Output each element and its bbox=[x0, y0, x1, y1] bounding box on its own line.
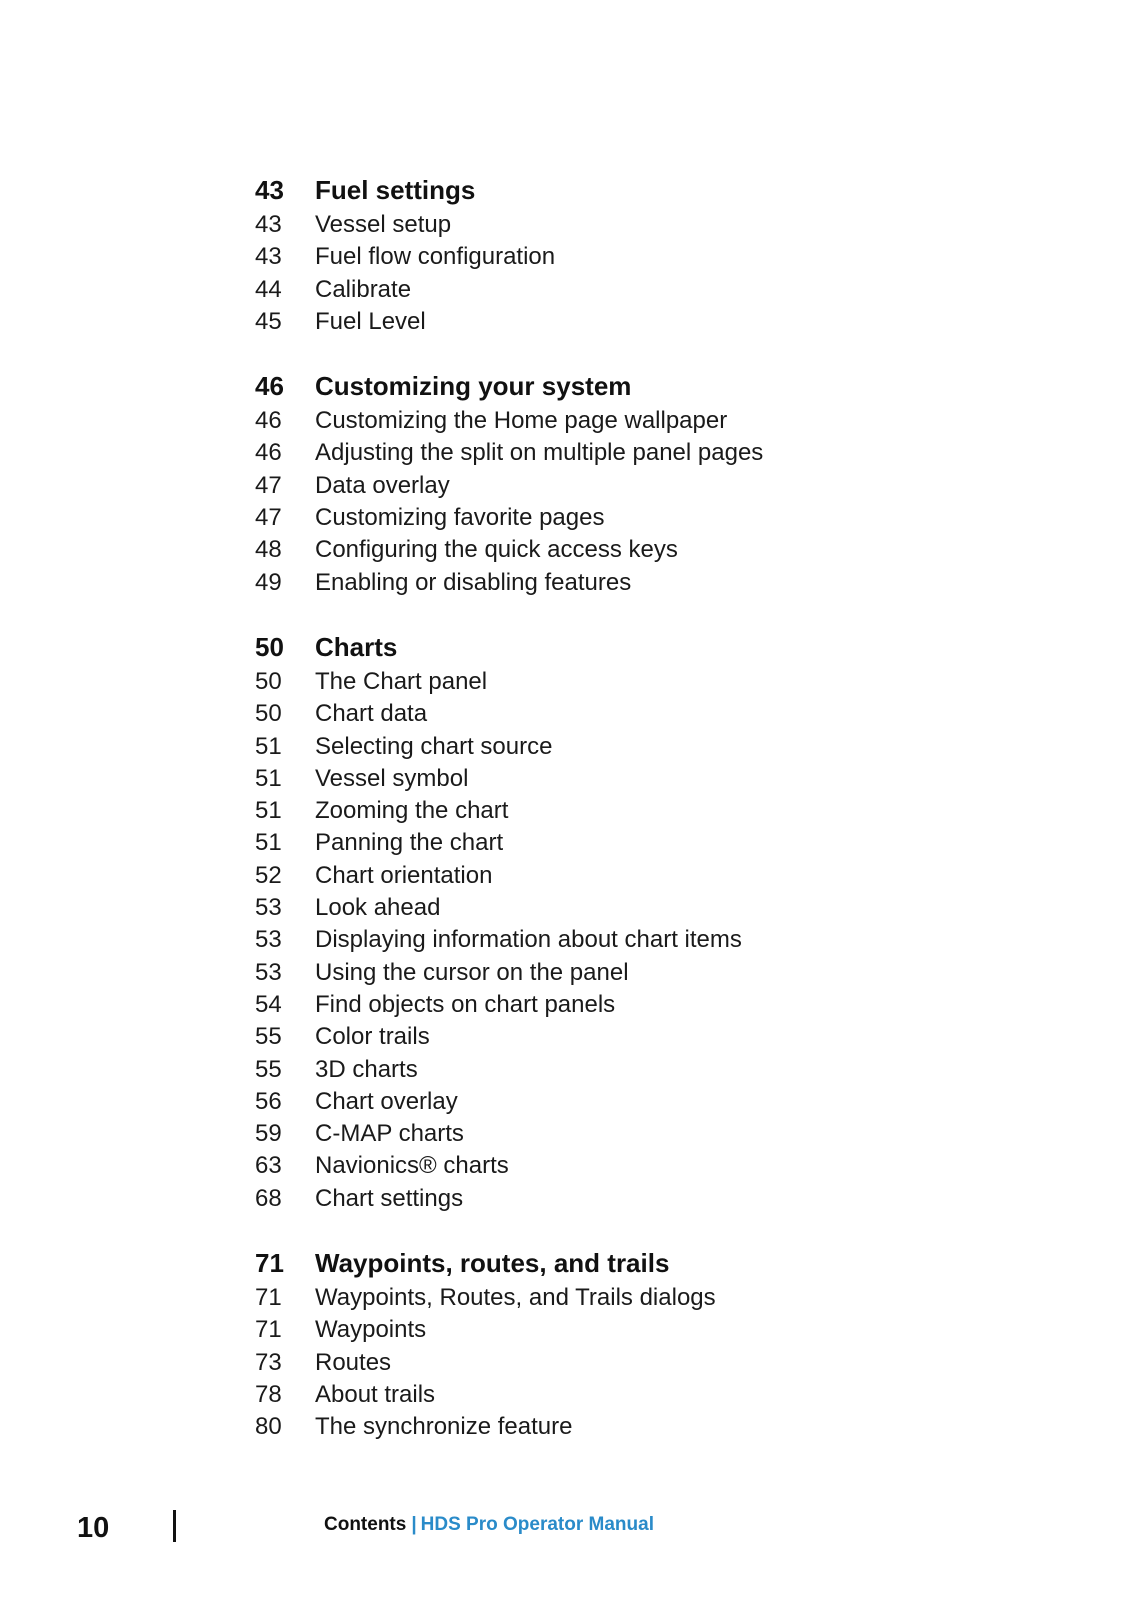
toc-entry-title: Displaying information about chart items bbox=[315, 926, 742, 954]
toc-entry-title: Selecting chart source bbox=[315, 732, 553, 760]
toc-entry-title: Configuring the quick access keys bbox=[315, 536, 678, 564]
toc-entry-page-number: 68 bbox=[255, 1184, 282, 1212]
toc-entry-page-number: 59 bbox=[255, 1120, 282, 1148]
toc-section-page-number: 46 bbox=[255, 371, 284, 402]
toc-entry-page-number: 48 bbox=[255, 536, 282, 564]
toc-entry-page-number: 45 bbox=[255, 307, 282, 335]
toc-entry-page-number: 46 bbox=[255, 439, 282, 467]
footer-section-label: Contents bbox=[324, 1514, 407, 1535]
toc-entry-page-number: 51 bbox=[255, 797, 282, 825]
toc-entry-page-number: 47 bbox=[255, 504, 282, 532]
footer-running-title bbox=[324, 1514, 654, 1536]
toc-entry-title: Adjusting the split on multiple panel pages bbox=[315, 439, 764, 467]
toc-section bbox=[255, 368, 1075, 599]
toc-entry-title: Chart data bbox=[315, 700, 428, 728]
toc-entry-page-number: 71 bbox=[255, 1316, 282, 1344]
toc-entry[interactable] bbox=[255, 405, 1075, 437]
toc-entry[interactable] bbox=[255, 502, 1075, 534]
toc-section-page-number: 50 bbox=[255, 631, 284, 662]
toc-entry-title: C-MAP charts bbox=[315, 1120, 464, 1148]
toc-entry-page-number: 78 bbox=[255, 1380, 282, 1408]
toc-entry[interactable] bbox=[255, 306, 1075, 338]
toc-entry-title: Color trails bbox=[315, 1023, 430, 1051]
toc-entry-page-number: 43 bbox=[255, 243, 282, 271]
toc-entry[interactable] bbox=[255, 860, 1075, 892]
toc-section-title: Fuel settings bbox=[315, 175, 476, 205]
toc-entry-title: Waypoints bbox=[315, 1316, 427, 1344]
toc-entry-page-number: 43 bbox=[255, 211, 282, 238]
toc-section-page-number: 71 bbox=[255, 1248, 284, 1279]
toc-entry[interactable] bbox=[255, 892, 1075, 924]
toc-entry-page-number: 54 bbox=[255, 990, 282, 1018]
toc-entry-page-number: 46 bbox=[255, 407, 282, 435]
toc-section bbox=[255, 172, 1075, 338]
toc-entry[interactable] bbox=[255, 534, 1075, 566]
toc-entry[interactable] bbox=[255, 1314, 1075, 1346]
toc-entry-page-number: 50 bbox=[255, 700, 282, 728]
toc-entry-page-number: 51 bbox=[255, 829, 282, 857]
toc-section-title: Waypoints, routes, and trails bbox=[315, 1248, 670, 1279]
toc-entry[interactable] bbox=[255, 1282, 1075, 1314]
page-number: 10 bbox=[77, 1512, 110, 1544]
toc-entry-title: Panning the chart bbox=[315, 829, 504, 857]
toc-entry[interactable] bbox=[255, 470, 1075, 502]
toc-entry-page-number: 49 bbox=[255, 568, 282, 596]
toc-entry[interactable] bbox=[255, 567, 1075, 599]
toc-entry-title: Find objects on chart panels bbox=[315, 990, 616, 1018]
toc-section bbox=[255, 1245, 1075, 1443]
page-footer bbox=[0, 1500, 1127, 1560]
toc-section-heading[interactable] bbox=[255, 368, 1075, 405]
toc-entry-title: Calibrate bbox=[315, 275, 412, 303]
footer-divider bbox=[173, 1510, 176, 1542]
toc-entry-page-number: 51 bbox=[255, 732, 282, 760]
table-of-contents bbox=[255, 172, 1075, 1474]
toc-entry-title: Vessel symbol bbox=[315, 764, 469, 792]
toc-entry-title: Chart overlay bbox=[315, 1087, 458, 1115]
toc-section-heading[interactable] bbox=[255, 629, 1075, 666]
toc-entry-title: Navionics® charts bbox=[315, 1152, 509, 1180]
toc-entry[interactable] bbox=[255, 274, 1075, 306]
toc-entry[interactable] bbox=[255, 1086, 1075, 1118]
toc-entry-title: Customizing favorite pages bbox=[315, 504, 605, 532]
toc-entry-page-number: 55 bbox=[255, 1055, 282, 1083]
toc-entry[interactable] bbox=[255, 1054, 1075, 1086]
toc-entry[interactable] bbox=[255, 1379, 1075, 1411]
toc-entry[interactable] bbox=[255, 1183, 1075, 1215]
toc-entry[interactable] bbox=[255, 698, 1075, 730]
footer-manual-title: HDS Pro Operator Manual bbox=[420, 1514, 654, 1535]
toc-entry-page-number: 53 bbox=[255, 958, 282, 986]
toc-entry-page-number: 50 bbox=[255, 667, 282, 695]
toc-entry-title: Customizing the Home page wallpaper bbox=[315, 407, 728, 435]
toc-entry[interactable] bbox=[255, 795, 1075, 827]
toc-entry-page-number: 73 bbox=[255, 1348, 282, 1376]
toc-entry-title: Fuel Level bbox=[315, 307, 426, 335]
toc-entry-title: The synchronize feature bbox=[315, 1413, 573, 1441]
toc-section-title: Charts bbox=[315, 631, 398, 662]
toc-entry-title: Vessel setup bbox=[315, 211, 452, 238]
toc-entry-title: Zooming the chart bbox=[315, 797, 509, 825]
toc-entry-page-number: 53 bbox=[255, 894, 282, 922]
toc-entry-title: Look ahead bbox=[315, 894, 441, 922]
toc-entry[interactable] bbox=[255, 957, 1075, 989]
toc-entry-title: Chart orientation bbox=[315, 861, 493, 889]
toc-entry-page-number: 44 bbox=[255, 275, 282, 303]
toc-entry-title: 3D charts bbox=[315, 1055, 418, 1083]
toc-entry-title: Enabling or disabling features bbox=[315, 568, 632, 596]
toc-entry[interactable] bbox=[255, 666, 1075, 698]
toc-entry[interactable] bbox=[255, 1150, 1075, 1182]
toc-entry-page-number: 53 bbox=[255, 926, 282, 954]
toc-section bbox=[255, 629, 1075, 1215]
toc-entry-page-number: 52 bbox=[255, 861, 282, 889]
toc-section-heading[interactable] bbox=[255, 1245, 1075, 1282]
toc-entry-page-number: 47 bbox=[255, 471, 282, 499]
toc-entry-page-number: 80 bbox=[255, 1413, 282, 1441]
toc-entry-page-number: 56 bbox=[255, 1087, 282, 1115]
toc-entry[interactable] bbox=[255, 1021, 1075, 1053]
toc-entry[interactable] bbox=[255, 731, 1075, 763]
toc-entry[interactable] bbox=[255, 924, 1075, 956]
toc-entry[interactable] bbox=[255, 1118, 1075, 1150]
toc-section-page-number: 43 bbox=[255, 175, 284, 205]
toc-entry-title: About trails bbox=[315, 1380, 436, 1408]
toc-entry-title: The Chart panel bbox=[315, 667, 488, 695]
toc-entry[interactable] bbox=[255, 989, 1075, 1021]
toc-entry[interactable] bbox=[255, 241, 1075, 273]
toc-entry-page-number: 71 bbox=[255, 1284, 282, 1312]
toc-entry-title: Chart settings bbox=[315, 1184, 464, 1212]
toc-entry-page-number: 51 bbox=[255, 764, 282, 792]
toc-entry[interactable] bbox=[255, 437, 1075, 469]
toc-section-heading[interactable] bbox=[255, 172, 1075, 209]
toc-section-title: Customizing your system bbox=[315, 371, 632, 402]
toc-entry[interactable] bbox=[255, 209, 1075, 241]
toc-entry-title: Routes bbox=[315, 1348, 392, 1376]
toc-entry[interactable] bbox=[255, 827, 1075, 859]
toc-entry-title: Using the cursor on the panel bbox=[315, 958, 629, 986]
footer-separator: | bbox=[411, 1514, 417, 1535]
toc-entry[interactable] bbox=[255, 1411, 1075, 1443]
toc-entry-title: Waypoints, Routes, and Trails dialogs bbox=[315, 1284, 716, 1312]
toc-entry[interactable] bbox=[255, 1347, 1075, 1379]
toc-entry[interactable] bbox=[255, 763, 1075, 795]
toc-entry-page-number: 55 bbox=[255, 1023, 282, 1051]
toc-entry-title: Fuel flow configuration bbox=[315, 243, 556, 271]
toc-entry-title: Data overlay bbox=[315, 471, 450, 499]
toc-entry-page-number: 63 bbox=[255, 1152, 282, 1180]
